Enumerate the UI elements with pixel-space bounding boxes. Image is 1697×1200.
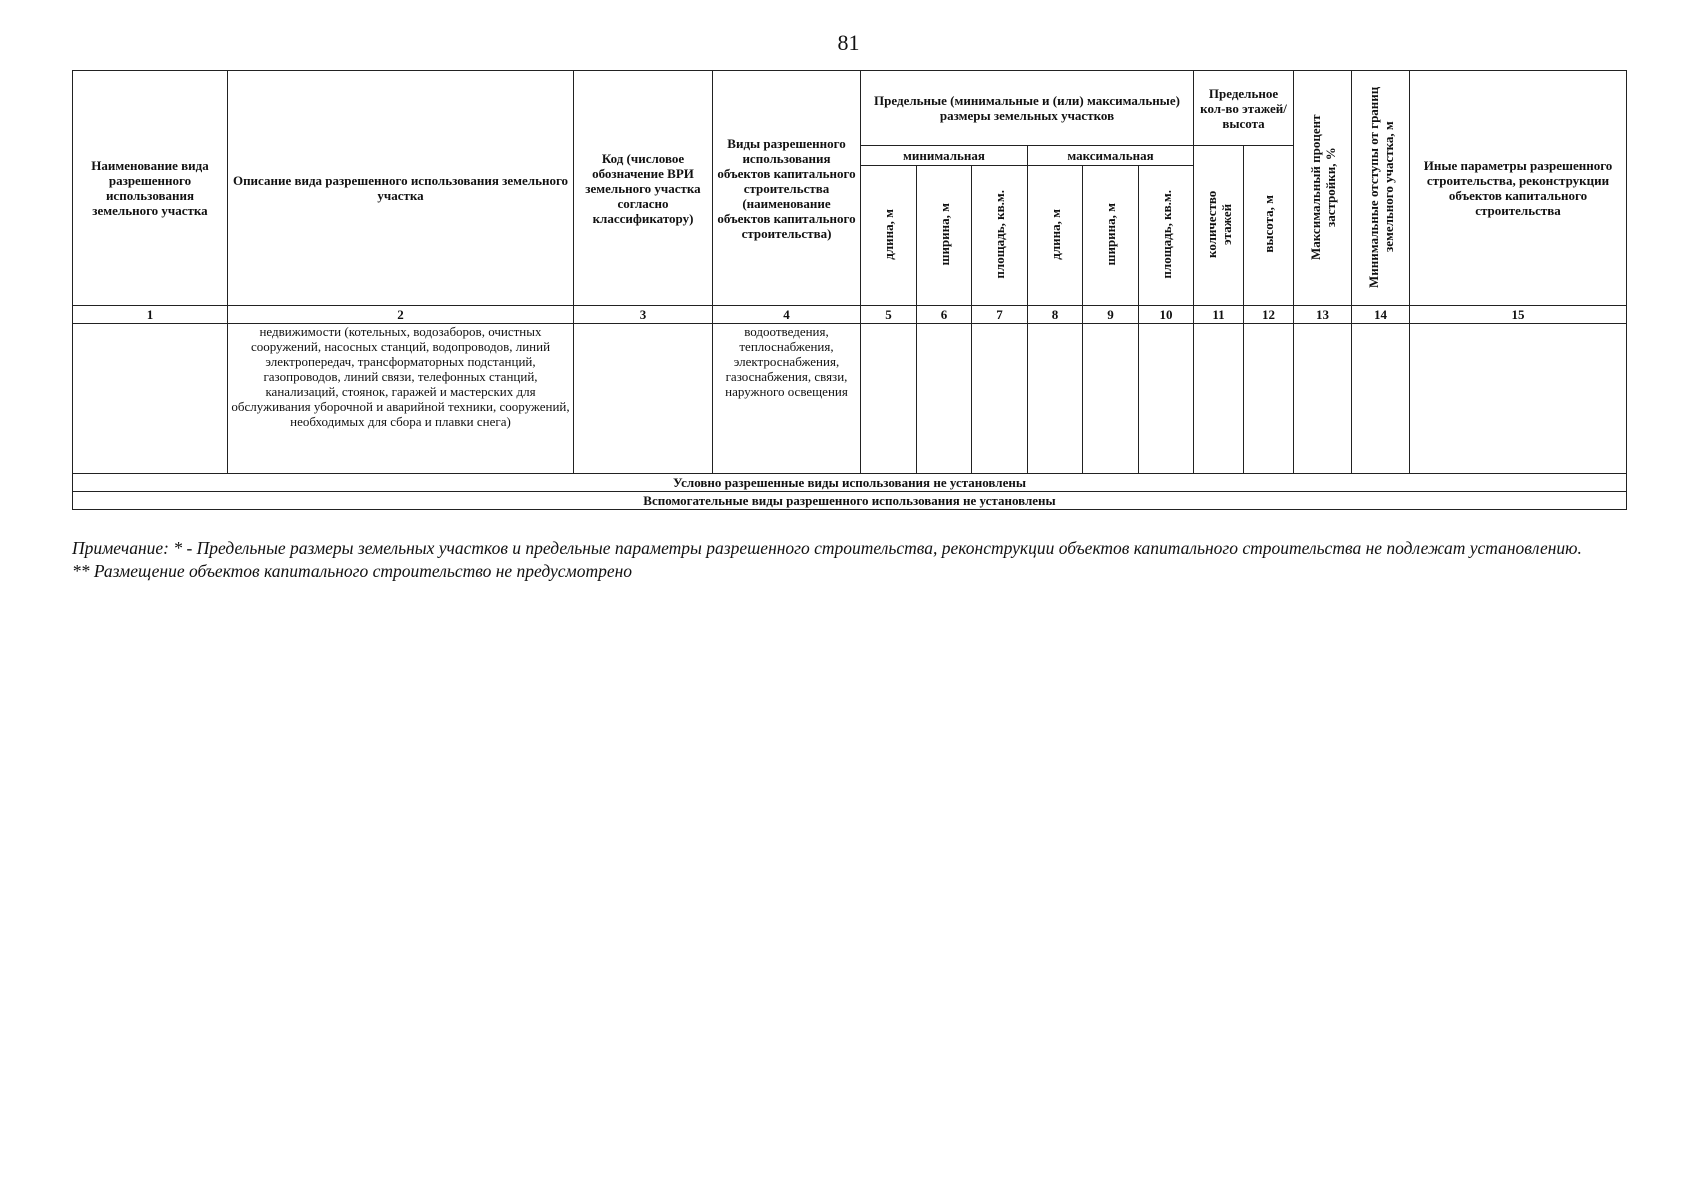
header-min-length-label: длина, м bbox=[881, 208, 896, 260]
row-cell-empty bbox=[1028, 324, 1083, 474]
header-other-params: Иные параметры разрешенного строительства, реконструкции объектов капитального строительства bbox=[1410, 71, 1627, 306]
column-number: 4 bbox=[713, 306, 861, 324]
footnote-2: ** Размещение объектов капитального строительство не предусмотрено bbox=[72, 561, 633, 581]
column-number: 10 bbox=[1139, 306, 1194, 324]
header-max-width-label: ширина, м bbox=[1103, 202, 1118, 266]
header-min: минимальная bbox=[861, 146, 1028, 166]
column-number: 12 bbox=[1244, 306, 1294, 324]
header-building-uses: Виды разрешенного использования объектов капитального строительства (наименование объектов капитального строительства) bbox=[713, 71, 861, 306]
table-row bbox=[73, 324, 1627, 474]
row-cell-empty bbox=[1352, 324, 1410, 474]
row-cell-empty bbox=[861, 324, 917, 474]
row-code bbox=[574, 324, 713, 474]
header-min-area bbox=[972, 166, 1028, 306]
row-cell-empty bbox=[1410, 324, 1627, 474]
header-max-length bbox=[1028, 166, 1083, 306]
header-floors-label: количество этажей bbox=[1203, 190, 1234, 258]
header-height bbox=[1244, 146, 1294, 306]
header-setbacks-label: Минимальные отступы от границ земельного участка, м bbox=[1365, 85, 1396, 288]
row-cell-empty bbox=[1194, 324, 1244, 474]
row-cell-empty bbox=[1294, 324, 1352, 474]
header-max-area bbox=[1139, 166, 1194, 306]
column-number: 11 bbox=[1194, 306, 1244, 324]
regulations-table bbox=[72, 70, 1627, 510]
header-setbacks bbox=[1352, 71, 1410, 306]
row-description: недвижимости (котельных, водозаборов, очистных сооружений, насосных станций, водопроводов, линий электропередач, трансформаторных подстанций, газопроводов, линий связи, телефонных станций, канализаций, стоянок, гаражей и мастерских для обслуживания уборочной и аварийной техники, сооружений, необходимых для сбора и плавки снега) bbox=[228, 324, 574, 474]
header-max-length-label: длина, м bbox=[1047, 208, 1063, 260]
conditional-uses-row: Условно разрешенные виды использования не установлены bbox=[73, 474, 1627, 492]
header-min-area-label: площадь, кв.м. bbox=[992, 189, 1007, 279]
row-land-use-name bbox=[73, 324, 228, 474]
header-min-length bbox=[861, 166, 917, 306]
header-floors bbox=[1194, 146, 1244, 306]
header-min-width bbox=[917, 166, 972, 306]
header-land-use-name: Наименование вида разрешенного использования земельного участка bbox=[73, 71, 228, 306]
header-min-width-label: ширина, м bbox=[936, 202, 952, 266]
page-number: 81 bbox=[837, 30, 860, 55]
column-number: 5 bbox=[861, 306, 917, 324]
column-number: 8 bbox=[1028, 306, 1083, 324]
header-max: максимальная bbox=[1028, 146, 1194, 166]
row-cell-empty bbox=[1244, 324, 1294, 474]
row-building-uses: водоотведения, теплоснабжения, электроснабжения, газоснабжения, связи, наружного освещения bbox=[713, 324, 861, 474]
column-number: 6 bbox=[917, 306, 972, 324]
auxiliary-uses-row: Вспомогательные виды разрешенного использования не установлены bbox=[73, 492, 1627, 510]
column-number: 9 bbox=[1083, 306, 1139, 324]
column-number: 13 bbox=[1294, 306, 1352, 324]
row-cell-empty bbox=[972, 324, 1028, 474]
header-height-label: высота, м bbox=[1261, 195, 1276, 253]
header-coverage bbox=[1294, 71, 1352, 306]
header-max-area-label: площадь, кв.м. bbox=[1158, 189, 1174, 279]
column-number: 2 bbox=[228, 306, 574, 324]
column-number: 15 bbox=[1410, 306, 1627, 324]
column-number: 3 bbox=[574, 306, 713, 324]
header-code: Код (числовое обозначение ВРИ земельного участка согласно классификатору) bbox=[574, 71, 713, 306]
header-description: Описание вида разрешенного использования земельного участка bbox=[228, 71, 574, 306]
column-number-row bbox=[73, 306, 1627, 324]
column-number: 1 bbox=[73, 306, 228, 324]
row-cell-empty bbox=[1139, 324, 1194, 474]
header-plot-size-limits: Предельные (минимальные и (или) максимальные) размеры земельных участков bbox=[861, 71, 1194, 146]
header-coverage-label: Максимальный процент застройки, % bbox=[1307, 113, 1338, 260]
footnotes bbox=[72, 537, 1632, 583]
column-number: 14 bbox=[1352, 306, 1410, 324]
row-cell-empty bbox=[1083, 324, 1139, 474]
header-max-width bbox=[1083, 166, 1139, 306]
footnote-1: Примечание: * - Предельные размеры земельных участков и предельные параметры разрешенного строительства, реконструкции объектов капитального строительства не подлежат установлению. bbox=[72, 538, 1582, 558]
header-floor-limits: Предельное кол-во этажей/ высота bbox=[1194, 71, 1294, 146]
column-number: 7 bbox=[972, 306, 1028, 324]
row-cell-empty bbox=[917, 324, 972, 474]
